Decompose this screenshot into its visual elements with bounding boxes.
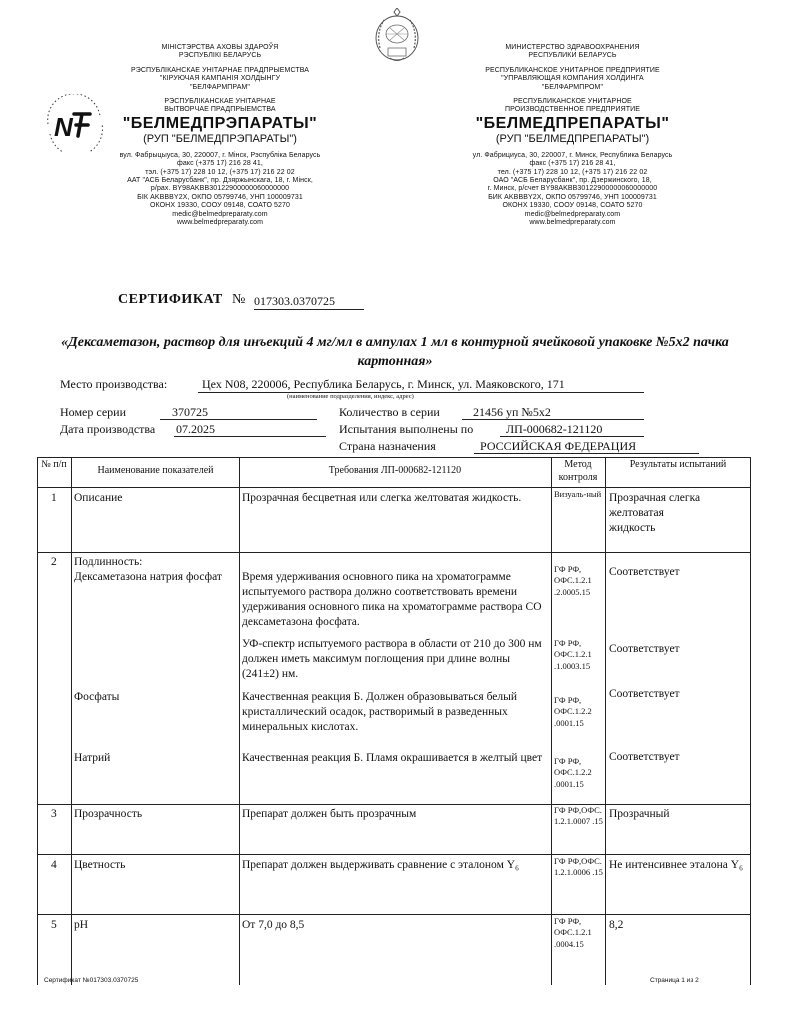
address-line-7: ОКОНХ 19330, СООУ 09148, СОАТО 5270 [502, 202, 643, 210]
row-sub-method: ГФ РФ, ОФС.1.2.2 .0001.15 [554, 695, 592, 728]
row-result: 8,2 [609, 919, 624, 931]
header-left [95, 44, 345, 227]
row-num: 3 [51, 808, 57, 820]
address-line-4: ААТ "АСБ Беларусбанк", пр. Дзяржынскага, 18, г. Мінск, [127, 176, 313, 184]
date-label: Дата производства [60, 422, 156, 436]
header-right [435, 44, 710, 227]
row-num: 1 [51, 492, 57, 504]
table-border-right [750, 457, 751, 985]
country-underline [474, 453, 699, 454]
company-name: "БЕЛМЕДПРЭПАРАТЫ" [122, 114, 318, 132]
address-line-7: ОКОНХ 19330, СООУ 09148, СОАТО 5270 [149, 202, 291, 210]
row-method: ГФ РФ, ОФС.1.2.1 .0004.15 [554, 916, 592, 949]
address-line-3: тэл. (+375 17) 228 10 12, (+375 17) 216 22 02 [145, 168, 295, 176]
enterprise-line-2: "УПРАВЛЯЮЩАЯ КОМПАНИЯ ХОЛДИНГА [501, 75, 644, 83]
enterprise-line-3: "БЕЛФАРМПРАМ" [189, 83, 251, 91]
website-link[interactable]: www.belmedpreparaty.com [529, 218, 616, 226]
address-line-6: БИК AKBBBY2X, ОКПО 05799746, УНП 100009731 [488, 193, 657, 201]
table-row-divider [37, 854, 751, 855]
results-table [37, 457, 751, 985]
table-row-divider [37, 804, 751, 805]
date-value: 07.2025 [176, 422, 215, 436]
quantity-label: Количество в серии [339, 405, 440, 419]
enterprise-line-1: РЭСПУБЛІКАНСКАЕ УНІТАРНАЕ ПРАДПРЫЕМСТВА [130, 66, 310, 74]
table-col-divider [551, 457, 552, 985]
country-value: РОССИЙСКАЯ ФЕДЕРАЦИЯ [480, 439, 637, 453]
row-method: Визуаль-ный [554, 489, 602, 499]
series-underline [160, 419, 317, 420]
state-emblem-icon [372, 8, 422, 64]
series-label: Номер серии [60, 405, 126, 419]
address-line-5: р/рах. BY98AKBB30122900000060000000 [150, 185, 290, 193]
company-short-name: (РУП "БЕЛМЕДПРЭПАРАТЫ") [143, 133, 297, 146]
row-num: 5 [51, 919, 57, 931]
row-result: Прозрачный [609, 808, 670, 820]
place-label: Место производства: [60, 377, 168, 391]
footer-page-number: Страница 1 из 2 [650, 977, 699, 984]
row-name: Цветность [74, 859, 126, 871]
place-value: Цех N08, 220006, Республика Беларусь, г. Минск, ул. Маяковского, 171 [202, 377, 565, 391]
header-method: Метод контроля [558, 459, 598, 483]
row-requirement: От 7,0 до 8,5 [242, 919, 305, 931]
address-line-3: тел. (+375 17) 228 10 12, (+375 17) 216 22 02 [497, 168, 648, 176]
product-title: «Дексаметазон, раствор для инъекций 4 мг/мл в ампулах 1 мл в контурной ячейковой упаковке №5х2 пачка картонная» [61, 335, 729, 369]
tests-underline [500, 436, 644, 437]
quantity-value: 21456 уп №5х2 [473, 405, 551, 419]
email-link[interactable]: medic@belmedpreparaty.com [172, 210, 268, 218]
date-underline [174, 436, 326, 437]
svg-text:N: N [54, 112, 73, 142]
row-requirement: Препарат должен быть прозрачным [242, 808, 417, 820]
row-sub-method: ГФ РФ, ОФС.1.2.1 .2.0005.15 [554, 564, 592, 597]
address-line-1: ул. Фабрициуса, 30, 220007, г. Минск, Республика Беларусь [472, 151, 673, 159]
website-link[interactable]: www.belmedpreparaty.com [176, 218, 264, 226]
row-name: Подлинность: [74, 556, 143, 568]
row-sub-result: Соответствует [609, 751, 680, 763]
row-result: Прозрачная слегка желтоватая жидкость [609, 492, 701, 534]
enterprise-line-1: РЕСПУБЛИКАНСКОЕ УНИТАРНОЕ ПРЕДПРИЯТИЕ [485, 66, 660, 74]
row-sub-requirement: Качественная реакция Б. Пламя окрашивается в желтый цвет [242, 752, 543, 764]
row-sub-requirement: Качественная реакция Б. Должен образовываться белый кристаллический осадок, растворимый в разведенных минеральных кислотах. [242, 691, 518, 733]
row-result: Не интенсивнее эталона Y₆ [609, 859, 744, 871]
ministry-line-1: МИНИСТЕРСТВО ЗДРАВООХРАНЕНИЯ [505, 44, 640, 51]
production-line-2: ПРОИЗВОДСТВЕННОЕ ПРЕДПРИЯТИЕ [505, 106, 640, 114]
header-requirements: Требования ЛП-000682-121120 [328, 465, 462, 476]
row-name: pH [74, 919, 89, 931]
row-sub-result: Соответствует [609, 643, 680, 655]
row-subname-sodium: Натрий [74, 752, 111, 764]
production-line-1: РЕСПУБЛИКАНСКОЕ УНИТАРНОЕ [513, 97, 632, 105]
address-line-2: факс (+375 17) 216 28 41, [529, 160, 616, 168]
company-name: "БЕЛМЕДПРЕПАРАТЫ" [475, 114, 670, 132]
table-col-divider [239, 457, 240, 985]
enterprise-line-2: "КІРУЮЧАЯ КАМПАНІЯ ХОЛДЫНГУ [159, 75, 281, 83]
table-row-divider [37, 552, 751, 553]
production-line-1: РЭСПУБЛІКАНСКАЕ УНІТАРНАЕ [164, 97, 276, 105]
certificate-number-sign: № [232, 292, 246, 307]
row-sub-method: ГФ РФ, ОФС.1.2.2 .0001.15 [554, 756, 592, 789]
series-value: 370725 [172, 405, 208, 419]
row-requirement: Препарат должен выдерживать сравнение с эталоном Y₆ [242, 859, 520, 871]
row-subname-dexamethasone: Дексаметазона натрия фосфат [74, 571, 222, 583]
row-num: 4 [51, 859, 57, 871]
place-underline [198, 392, 644, 393]
table-header-divider [37, 487, 751, 488]
table-col-divider [605, 457, 606, 985]
country-label: Страна назначения [339, 439, 436, 453]
company-short-name: (РУП "БЕЛМЕДПРЕПАРАТЫ") [495, 133, 650, 146]
tests-label: Испытания выполнены по [339, 422, 474, 436]
row-sub-requirement: УФ-спектр испытуемого раствора в области от 210 до 300 нм должен иметь максимум поглощения при длине волны (241±2) нм. [242, 638, 542, 680]
address-line-5: г. Минск, р/счет BY98AKBB30122900000060000000 [487, 185, 658, 193]
address-line-6: БІК AKBBBY2X, ОКПО 05799746, УНП 100009731 [137, 193, 303, 201]
certificate-number: 017303.0370725 [254, 294, 335, 308]
table-border-top [37, 457, 751, 458]
row-requirement: Прозрачная бесцветная или слегка желтоватая жидкость. [242, 492, 522, 504]
table-row-divider [37, 914, 751, 915]
address-line-2: факс (+375 17) 216 28 41, [177, 160, 263, 168]
row-subname-phosphates: Фосфаты [74, 691, 120, 703]
row-num: 2 [51, 556, 57, 568]
footer-certificate: Сертификат №017303.0370725 [44, 977, 139, 984]
header-result: Результаты испытаний [629, 459, 727, 470]
certificate-underline [254, 309, 364, 310]
row-method: ГФ РФ,ОФС. 1.2.1.0006 .15 [554, 856, 603, 878]
certificate-label: СЕРТИФИКАТ [118, 292, 223, 307]
row-sub-result: Соответствует [609, 566, 680, 578]
enterprise-line-3: "БЕЛФАРМПРОМ" [541, 83, 604, 91]
place-hint: (наименование подразделения, индекс, адрес) [287, 393, 414, 400]
row-method: ГФ РФ,ОФС. 1.2.1.0007 .15 [554, 805, 603, 827]
tests-value: ЛП-000682-121120 [506, 422, 603, 436]
header-name: Наименование показателей [97, 465, 214, 476]
row-sub-method: ГФ РФ, ОФС.1.2.1 .1.0003.15 [554, 638, 592, 671]
header-num: № п/п [41, 459, 67, 470]
table-col-divider [71, 457, 72, 985]
row-name: Прозрачность [74, 808, 143, 820]
row-name: Описание [74, 492, 123, 504]
address-line-4: ОАО "АСБ Беларусбанк", пр. Дзержинского, 18, [493, 176, 652, 184]
production-line-2: ВЫТВОРЧАЕ ПРАДПРЫЕМСТВА [164, 106, 276, 114]
quantity-underline [462, 419, 644, 420]
row-sub-requirement: Время удерживания основного пика на хроматограмме испытуемого раствора должно соответствовать времени удерживания основного пика на хроматограмме раствора СО дексаметазона фосфата. [242, 571, 542, 628]
address-line-1: вул. Фабрыцыуса, 30, 220007, г. Мінск, Рэспубліка Беларусь [119, 151, 321, 159]
ministry-line-2: РЕСПУБЛИКИ БЕЛАРУСЬ [528, 52, 617, 60]
table-border-left [37, 457, 38, 985]
ministry-line-1: МІНІСТЭРСТВА АХОВЫ ЗДАРОЎЯ [161, 44, 279, 51]
row-sub-result: Соответствует [609, 688, 680, 700]
email-link[interactable]: medic@belmedpreparaty.com [524, 210, 621, 218]
ministry-line-2: РЭСПУБЛІКІ БЕЛАРУСЬ [178, 52, 262, 60]
